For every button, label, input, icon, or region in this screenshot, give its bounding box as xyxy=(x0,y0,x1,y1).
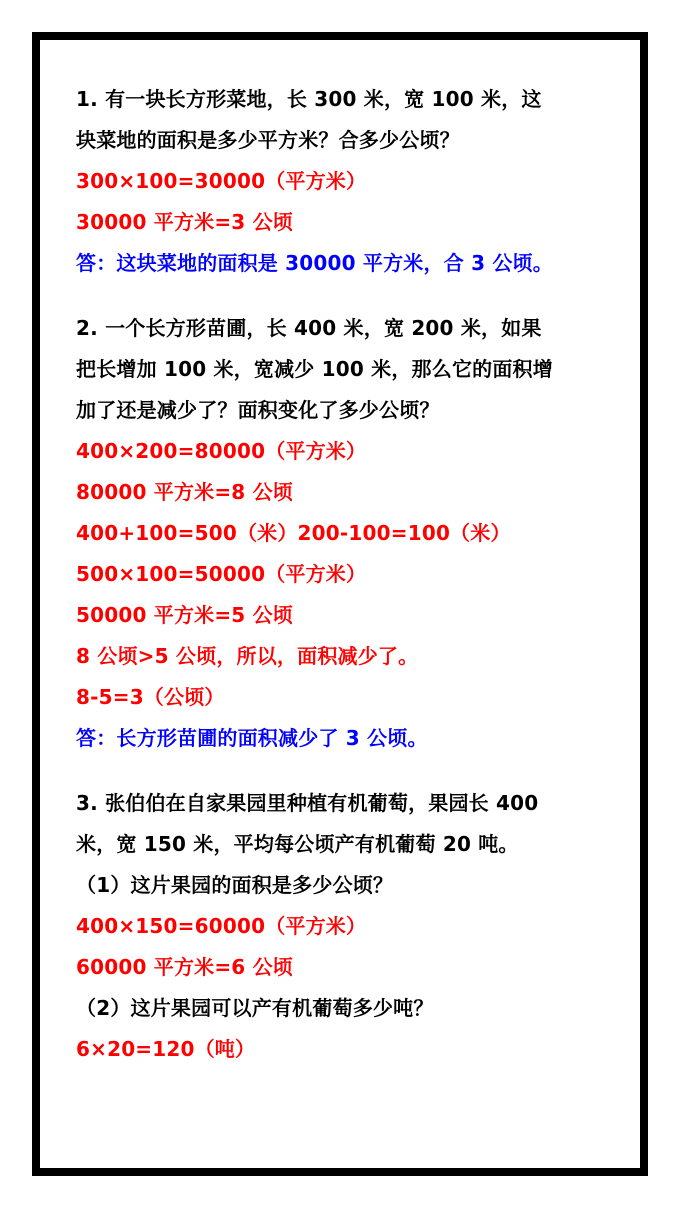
worksheet-content xyxy=(76,79,616,1070)
problem-2-question-line: 把长增加 100 米，宽减少 100 米，那么它的面积增 xyxy=(76,357,553,381)
problem-3-subquestion-1: （1）这片果园的面积是多少公顷？ xyxy=(76,873,394,897)
problem-2-answer: 答：长方形苗圃的面积减少了 3 公顷。 xyxy=(76,726,428,750)
problem-2-calculation: 400×200=80000（平方米） xyxy=(76,439,367,463)
problem-1-question-line: 1. 有一块长方形菜地，长 300 米，宽 100 米，这 xyxy=(76,87,542,111)
problem-2-calculation: 80000 平方米=8 公顷 xyxy=(76,480,293,504)
problem-1-calculation: 300×100=30000（平方米） xyxy=(76,169,367,193)
problem-1-question-line: 块菜地的面积是多少平方米？合多少公顷？ xyxy=(76,128,460,152)
problem-2-calculation: 500×100=50000（平方米） xyxy=(76,562,367,586)
problem-3-subquestion-2: （2）这片果园可以产有机葡萄多少吨？ xyxy=(76,996,434,1020)
problem-2-calculation: 50000 平方米=5 公顷 xyxy=(76,603,293,627)
problem-2-question-line: 加了还是减少了？面积变化了多少公顷？ xyxy=(76,398,440,422)
problem-3-question-line: 3. 张伯伯在自家果园里种植有机葡萄，果园长 400 xyxy=(76,791,539,815)
problem-3-calculation: 6×20=120（吨） xyxy=(76,1037,256,1061)
problem-2-question-line: 2. 一个长方形苗圃，长 400 米，宽 200 米，如果 xyxy=(76,316,542,340)
problem-3-question-line: 米，宽 150 米，平均每公顷产有机葡萄 20 吨。 xyxy=(76,832,519,856)
problem-3 xyxy=(76,783,616,1070)
problem-2-calculation: 8-5=3（公顷） xyxy=(76,685,225,709)
problem-1-calculation: 30000 平方米=3 公顷 xyxy=(76,210,293,234)
problem-3-calculation: 400×150=60000（平方米） xyxy=(76,914,367,938)
problem-3-calculation: 60000 平方米=6 公顷 xyxy=(76,955,293,979)
problem-2 xyxy=(76,308,616,759)
problem-1 xyxy=(76,79,616,284)
problem-2-calculation: 400+100=500（米）200-100=100（米） xyxy=(76,521,511,545)
problem-1-answer: 答：这块菜地的面积是 30000 平方米，合 3 公顷。 xyxy=(76,251,553,275)
problem-2-calculation: 8 公顷>5 公顷，所以，面积减少了。 xyxy=(76,644,419,668)
